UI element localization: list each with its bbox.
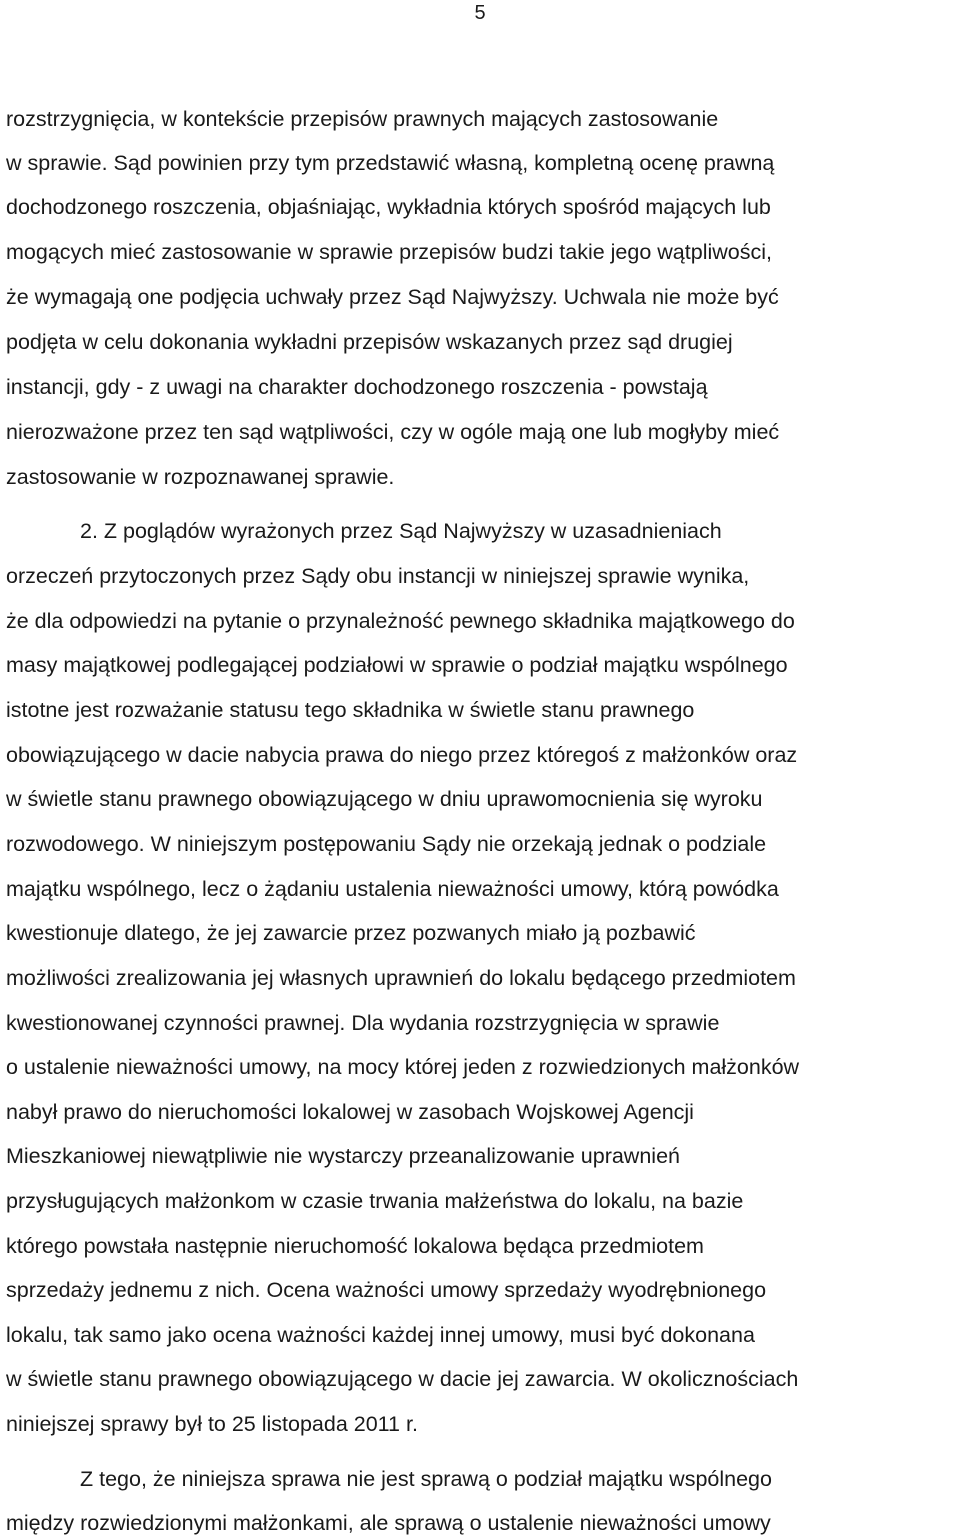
text-line: w świetle stanu prawnego obowiązującego w dacie jej zawarcia. W okolicznościach [6, 1367, 799, 1391]
text-line: majątku wspólnego, lecz o żądaniu ustalenia nieważności umowy, którą powódka [6, 877, 779, 901]
text-line: że dla odpowiedzi na pytanie o przynależność pewnego składnika majątkowego do [6, 609, 795, 633]
text-line: kwestionuje dlatego, że jej zawarcie przez pozwanych miało ją pozbawić [6, 921, 696, 945]
text-line: zastosowanie w rozpoznawanej sprawie. [6, 465, 395, 489]
text-line: obowiązującego w dacie nabycia prawa do niego przez któregoś z małżonków oraz [6, 743, 798, 767]
text-line: rozstrzygnięcia, w kontekście przepisów prawnych mających zastosowanie [6, 107, 719, 131]
text-line: nabył prawo do nieruchomości lokalowej w zasobach Wojskowej Agencji [6, 1100, 694, 1124]
text-line: niniejszej sprawy był to 25 listopada 2011 r. [6, 1412, 418, 1436]
text-line: 2. Z poglądów wyrażonych przez Sąd Najwyższy w uzasadnieniach [80, 519, 722, 543]
text-line: Z tego, że niniejsza sprawa nie jest sprawą o podział majątku wspólnego [80, 1467, 772, 1491]
text-line: rozwodowego. W niniejszym postępowaniu Sądy nie orzekają jednak o podziale [6, 832, 767, 856]
text-line: którego powstała następnie nieruchomość lokalowa będąca przedmiotem [6, 1234, 704, 1258]
text-line: mogących mieć zastosowanie w sprawie przepisów budzi takie jego wątpliwości, [6, 240, 772, 264]
text-line: w sprawie. Sąd powinien przy tym przedstawić własną, kompletną ocenę prawną [6, 151, 775, 175]
text-line: kwestionowanej czynności prawnej. Dla wydania rozstrzygnięcia w sprawie [6, 1011, 720, 1035]
text-line: lokalu, tak samo jako ocena ważności każdej innej umowy, musi być dokonana [6, 1323, 755, 1347]
text-line: podjęta w celu dokonania wykładni przepisów wskazanych przez sąd drugiej [6, 330, 733, 354]
text-line: w świetle stanu prawnego obowiązującego w dniu uprawomocnienia się wyroku [6, 787, 763, 811]
text-line: o ustalenie nieważności umowy, na mocy której jeden z rozwiedzionych małżonków [6, 1055, 800, 1079]
text-line: przysługujących małżonkom w czasie trwania małżeństwa do lokalu, na bazie [6, 1189, 744, 1213]
text-line: nierozważone przez ten sąd wątpliwości, czy w ogóle mają one lub mogłyby mieć [6, 420, 780, 444]
text-line: sprzedaży jednemu z nich. Ocena ważności umowy sprzedaży wyodrębnionego [6, 1278, 767, 1302]
text-line: między rozwiedzionymi małżonkami, ale sprawą o ustalenie nieważności umowy [6, 1511, 771, 1535]
text-line: masy majątkowej podlegającej podziałowi w sprawie o podział majątku wspólnego [6, 653, 788, 677]
text-line: Mieszkaniowej niewątpliwie nie wystarczy przeanalizowanie uprawnień [6, 1144, 680, 1168]
text-line: że wymagają one podjęcia uchwały przez Sąd Najwyższy. Uchwala nie może być [6, 285, 779, 309]
text-line: istotne jest rozważanie statusu tego składnika w świetle stanu prawnego [6, 698, 695, 722]
text-line: możliwości zrealizowania jej własnych uprawnień do lokalu będącego przedmiotem [6, 966, 796, 990]
text-line: orzeczeń przytoczonych przez Sądy obu instancji w niniejszej sprawie wynika, [6, 564, 750, 588]
text-line: dochodzonego roszczenia, objaśniając, wykładnia których spośród mających lub [6, 195, 771, 219]
text-line: instancji, gdy - z uwagi na charakter dochodzonego roszczenia - powstają [6, 375, 708, 399]
page-number: 5 [474, 2, 486, 24]
